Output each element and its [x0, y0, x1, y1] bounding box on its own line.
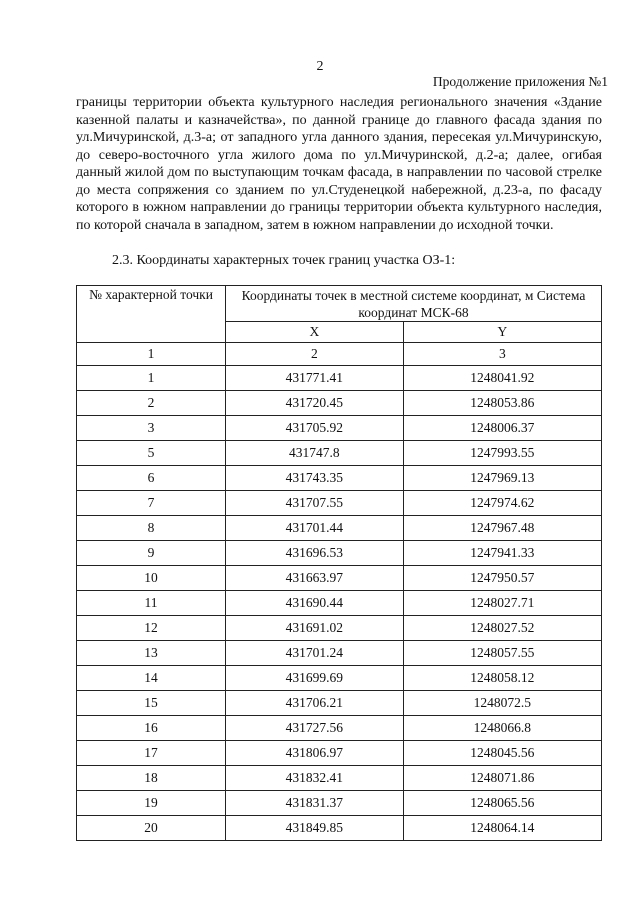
table-row	[77, 716, 602, 741]
x-coordinate-cell: 431690.44	[226, 591, 404, 616]
y-coordinate-cell: 1248027.71	[403, 591, 601, 616]
table-row	[77, 741, 602, 766]
x-coordinate-cell: 431747.8	[226, 441, 404, 466]
column-index-cell: 1	[77, 343, 226, 366]
x-coordinate-cell: 431701.24	[226, 641, 404, 666]
x-coordinate-cell: 431705.92	[226, 416, 404, 441]
y-coordinate-cell: 1248072.5	[403, 691, 601, 716]
x-coordinate-cell: 431727.56	[226, 716, 404, 741]
coordinates-column-header: Координаты точек в местной системе координат, м Система координат МСК-68	[226, 286, 602, 322]
table-row	[77, 591, 602, 616]
point-number-cell: 13	[77, 641, 226, 666]
table-row	[77, 416, 602, 441]
y-coordinate-cell: 1247950.57	[403, 566, 601, 591]
y-coordinate-cell: 1247974.62	[403, 491, 601, 516]
coordinates-table-body	[77, 343, 602, 841]
section-heading: 2.3. Координаты характерных точек границ участка ОЗ-1:	[112, 253, 456, 268]
column-index-cell: 2	[226, 343, 404, 366]
x-coordinate-cell: 431832.41	[226, 766, 404, 791]
column-index-row	[77, 343, 602, 366]
column-index-cell: 3	[403, 343, 601, 366]
table-row	[77, 641, 602, 666]
point-number-cell: 18	[77, 766, 226, 791]
table-row	[77, 616, 602, 641]
x-coordinate-cell: 431806.97	[226, 741, 404, 766]
table-row	[77, 691, 602, 716]
y-coordinate-cell: 1248006.37	[403, 416, 601, 441]
x-axis-header: X	[226, 322, 404, 343]
table-row	[77, 466, 602, 491]
table-row	[77, 666, 602, 691]
table-row	[77, 791, 602, 816]
x-coordinate-cell: 431706.21	[226, 691, 404, 716]
table-row	[77, 441, 602, 466]
y-coordinate-cell: 1248045.56	[403, 741, 601, 766]
x-coordinate-cell: 431701.44	[226, 516, 404, 541]
body-paragraph: границы территории объекта культурного наследия регионального значения «Здание казенной палаты и казначейства», по данной границе до главного фасада здания по ул.Мичуринской, д.3-а; от западного угла данного здания, пересекая ул.Мичуринскую, до северо-восточного угла жилого дома по ул.Мичуринской, д.2-а; далее, огибая данный жилой дом по выступающим точкам фасада, в направлении по часовой стрелке до места сопряжения со зданием по ул.Студенецкой набережной, д.23-а, по фасаду которого в южном направлении до границы территории объекта культурного наследия, по которой сначала в западном, затем в южном направлении до исходной точки.	[76, 95, 602, 233]
point-number-cell: 5	[77, 441, 226, 466]
y-coordinate-cell: 1248041.92	[403, 366, 601, 391]
table-header-row	[77, 286, 602, 322]
point-number-cell: 16	[77, 716, 226, 741]
point-number-cell: 6	[77, 466, 226, 491]
x-coordinate-cell: 431691.02	[226, 616, 404, 641]
point-number-cell: 3	[77, 416, 226, 441]
x-coordinate-cell: 431831.37	[226, 791, 404, 816]
y-coordinate-cell: 1248065.56	[403, 791, 601, 816]
y-coordinate-cell: 1248057.55	[403, 641, 601, 666]
point-number-cell: 17	[77, 741, 226, 766]
table-row	[77, 391, 602, 416]
point-number-cell: 8	[77, 516, 226, 541]
x-coordinate-cell: 431743.35	[226, 466, 404, 491]
table-row	[77, 766, 602, 791]
table-row	[77, 516, 602, 541]
x-coordinate-cell: 431699.69	[226, 666, 404, 691]
x-coordinate-cell: 431849.85	[226, 816, 404, 841]
y-coordinate-cell: 1247967.48	[403, 516, 601, 541]
x-coordinate-cell: 431707.55	[226, 491, 404, 516]
x-coordinate-cell: 431771.41	[226, 366, 404, 391]
y-coordinate-cell: 1248058.12	[403, 666, 601, 691]
y-coordinate-cell: 1247969.13	[403, 466, 601, 491]
page-number: 2	[316, 59, 324, 74]
point-number-cell: 19	[77, 791, 226, 816]
table-row	[77, 541, 602, 566]
x-coordinate-cell: 431720.45	[226, 391, 404, 416]
point-number-cell: 7	[77, 491, 226, 516]
point-number-cell: 2	[77, 391, 226, 416]
y-coordinate-cell: 1248053.86	[403, 391, 601, 416]
point-number-cell: 11	[77, 591, 226, 616]
point-number-cell: 1	[77, 366, 226, 391]
point-number-cell: 14	[77, 666, 226, 691]
x-coordinate-cell: 431663.97	[226, 566, 404, 591]
y-coordinate-cell: 1248071.86	[403, 766, 601, 791]
table-row	[77, 566, 602, 591]
y-axis-header: Y	[403, 322, 601, 343]
table-row	[77, 366, 602, 391]
y-coordinate-cell: 1248066.8	[403, 716, 601, 741]
table-row	[77, 491, 602, 516]
y-coordinate-cell: 1247941.33	[403, 541, 601, 566]
table-row	[77, 816, 602, 841]
coordinates-table	[76, 285, 602, 841]
y-coordinate-cell: 1248064.14	[403, 816, 601, 841]
appendix-note: Продолжение приложения №1	[432, 74, 608, 89]
y-coordinate-cell: 1247993.55	[403, 441, 601, 466]
point-number-cell: 15	[77, 691, 226, 716]
x-coordinate-cell: 431696.53	[226, 541, 404, 566]
point-number-cell: 12	[77, 616, 226, 641]
point-number-cell: 9	[77, 541, 226, 566]
y-coordinate-cell: 1248027.52	[403, 616, 601, 641]
point-number-cell: 10	[77, 566, 226, 591]
point-number-column-header: № характерной точки	[77, 286, 226, 343]
point-number-cell: 20	[77, 816, 226, 841]
